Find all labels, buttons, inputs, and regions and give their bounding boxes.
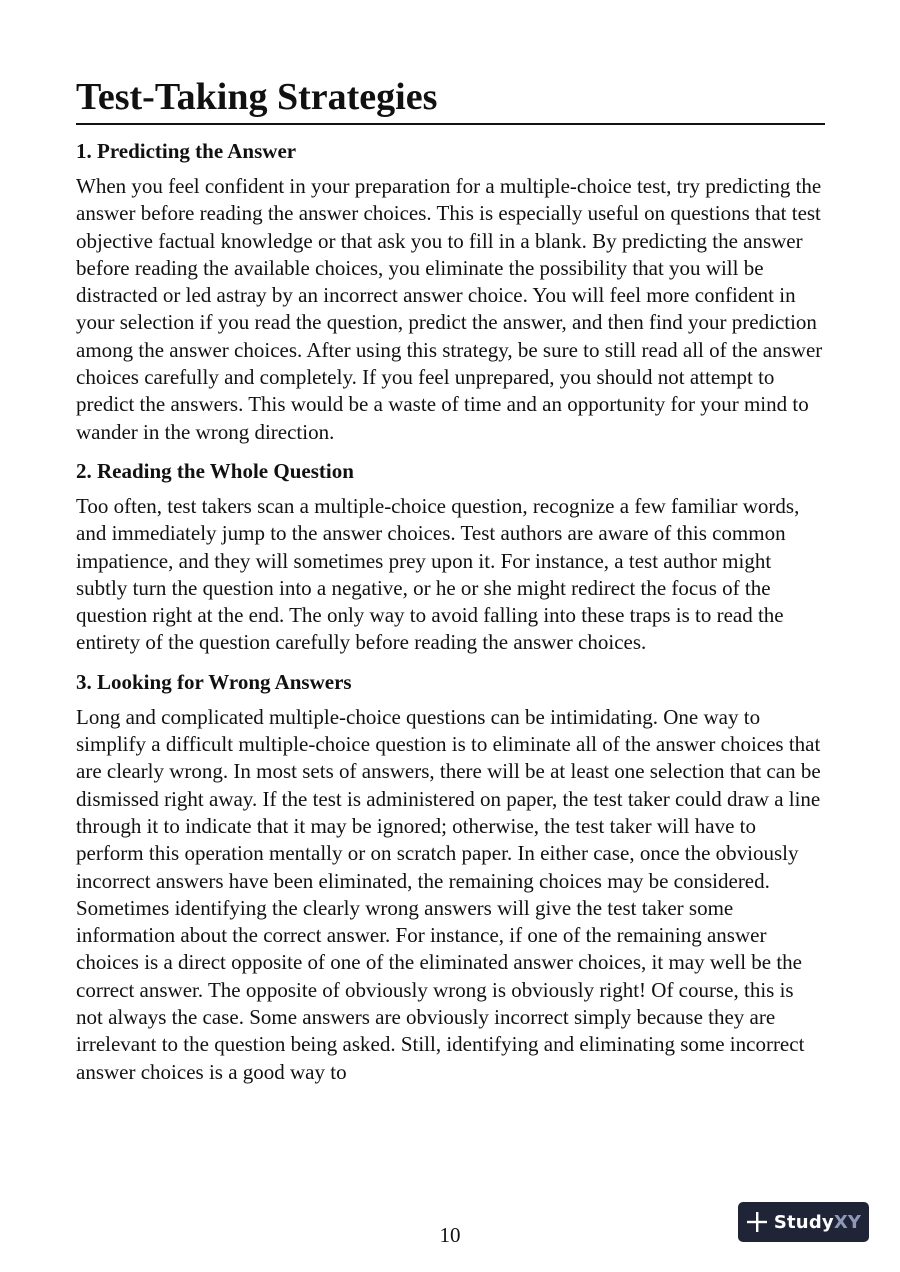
- section-body: Long and complicated multiple-choice questions can be intimidating. One way to simplify a difficult multiple-choice question is to eliminate all of the answer choices that are clearly wrong. In most sets of answers, there will be at least one selection that can be dismissed right away. If the test is administered on paper, the test taker could draw a line through it to indicate that it may be ignored; otherwise, the test taker will have to perform this operation mentally or on scratch paper. In either case, once the obviously incorrect answers have been eliminated, the remaining choices may be considered. Sometimes identifying the clearly wrong answers will give the test taker some information about the correct answer. For instance, if one of the remaining answer choices is a direct opposite of one of the eliminated answer choices, it may well be the correct answer. The opposite of obviously wrong is obviously right! Of course, this is not always the case. Some answers are obviously incorrect simply because they are irrelevant to the question being asked. Still, identifying and eliminating some incorrect answer choices is a good way to: [76, 704, 821, 1084]
- page-number: 10: [439, 1223, 461, 1247]
- brand-name-study: Study: [773, 1211, 834, 1233]
- section-reading-the-whole-question: [76, 458, 825, 657]
- section-body: Too often, test takers scan a multiple-choice question, recognize a few familiar words, and immediately jump to the answer choices. Test authors are aware of this common impatience, and they will sometimes prey upon it. For instance, a test author might subtly turn the question into a negative, or he or she might redirect the focus of the question right at the end. The only way to avoid falling into these traps is to read the entirety of the question carefully before reading the answer choices.: [76, 493, 800, 655]
- brand-name-xy: XY: [833, 1211, 862, 1233]
- page-title: Test-Taking Strategies: [76, 74, 825, 125]
- brand-logo-text: [774, 1212, 861, 1233]
- brand-badge[interactable]: [738, 1202, 869, 1242]
- section-predicting-the-answer: [76, 138, 825, 446]
- section-body: When you feel confident in your preparation for a multiple-choice test, try predicting the answer before reading the answer choices. This is especially useful on questions that test objective factual knowledge or that ask you to fill in a blank. By predicting the answer before reading the available choices, you eliminate the possibility that you will be distracted or led astray by an incorrect answer choice. You will feel more confident in your selection if you read the question, predict the answer, and then find your prediction among the answer choices. After using this strategy, be sure to still read all of the answer choices carefully and completely. If you feel unprepared, you should not attempt to predict the answers. This would be a waste of time and an opportunity for your mind to wander in the wrong direction.: [76, 174, 823, 444]
- section-heading: 1. Predicting the Answer: [76, 139, 297, 163]
- section-heading: 3. Looking for Wrong Answers: [76, 669, 352, 694]
- section-heading: 2. Reading the Whole Question: [76, 458, 354, 483]
- plus-icon: [746, 1211, 768, 1233]
- document-page: [76, 74, 825, 1086]
- section-looking-for-wrong-answers: [76, 669, 825, 1086]
